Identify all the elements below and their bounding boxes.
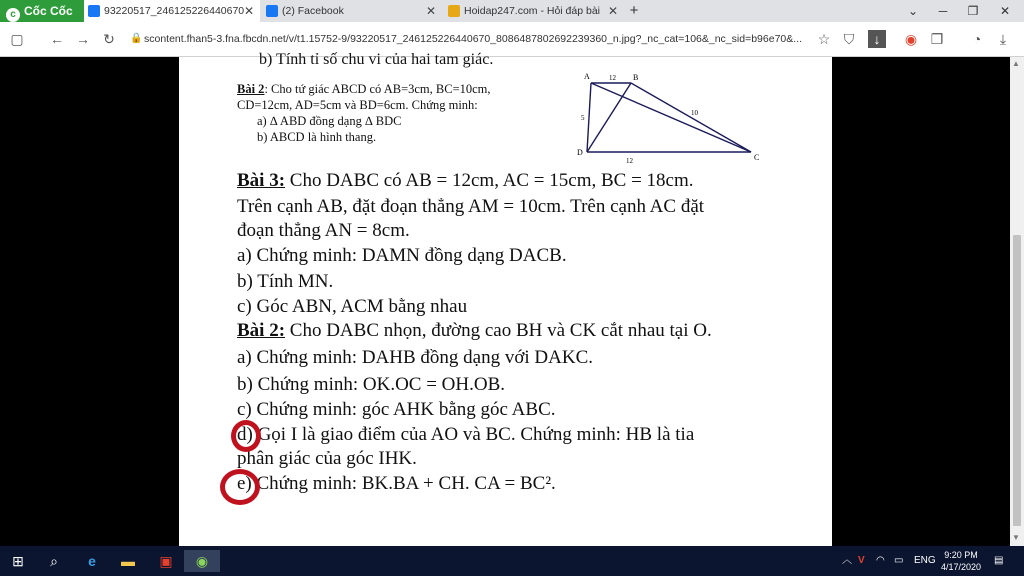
- exercise-title: Bài 3:: [237, 170, 286, 191]
- download-icon[interactable]: ↓: [868, 30, 886, 48]
- label-ab-length: 12: [609, 74, 616, 82]
- sidebar-toggle-icon[interactable]: ▢: [10, 31, 24, 47]
- close-tab-icon[interactable]: ✕: [425, 4, 436, 18]
- label-dc-length: 12: [626, 157, 633, 165]
- label-a: A: [584, 72, 590, 81]
- document-image: [179, 51, 832, 546]
- file-explorer-icon[interactable]: ▬: [121, 553, 135, 569]
- new-tab-button[interactable]: +: [629, 2, 639, 19]
- facebook-icon: [88, 5, 100, 17]
- edge-bc: [631, 83, 751, 152]
- close-window-button[interactable]: ✕: [999, 4, 1011, 18]
- exercise-3-title-line: Bài 3: Cho DABC có AB = 12cm, AC = 15cm, BC = 18cm.: [237, 170, 694, 191]
- text-line: b) Tính MN.: [237, 271, 334, 292]
- diagonal-bd: [587, 83, 631, 152]
- label-d: D: [577, 148, 583, 157]
- extension-icon[interactable]: ◉: [904, 31, 918, 47]
- small-line-2: CD=12cm, AD=5cm và BD=6cm. Chứng minh:: [237, 98, 478, 112]
- notifications-icon[interactable]: ▤: [994, 555, 1004, 566]
- browser-menu-button[interactable]: c Cốc Cốc: [0, 0, 84, 22]
- trapezoid-figure: [579, 70, 764, 165]
- forward-icon[interactable]: →: [76, 31, 90, 47]
- scroll-down-icon[interactable]: ▼: [1012, 533, 1020, 542]
- red-annotation-mark: [231, 420, 261, 452]
- diagonal-ac: [591, 83, 751, 152]
- menu-download-icon[interactable]: ⤓: [999, 31, 1007, 47]
- text-line: phân giác của góc IHK.: [237, 448, 417, 469]
- label-b: B: [633, 73, 639, 82]
- small-line-b: b) ABCD là hình thang.: [257, 130, 377, 144]
- coccoc-taskbar-icon[interactable]: ◉: [184, 550, 220, 572]
- red-annotation-mark: [220, 469, 260, 505]
- clock[interactable]: [936, 549, 986, 573]
- text-line: Trên cạnh AB, đặt đoạn thẳng AM = 10cm. Trên cạnh AC đặt: [237, 196, 705, 217]
- text-line: a) Chứng minh: DAMN đồng dạng DACB.: [237, 245, 567, 266]
- profile-icon[interactable]: ◔: [972, 31, 982, 47]
- small-title: Bài 2: [237, 82, 265, 96]
- exercise-title: Bài 2:: [237, 320, 286, 341]
- tab-search-icon[interactable]: ⌄: [907, 4, 919, 18]
- scrollbar-thumb[interactable]: [1013, 235, 1021, 526]
- tab-image[interactable]: [84, 0, 260, 22]
- text-line: đoạn thẳng AN = 8cm.: [237, 220, 410, 241]
- tab-title: (2) Facebook: [282, 5, 344, 17]
- extension-icon-2[interactable]: ❐: [930, 31, 944, 47]
- label-ad-length: 5: [581, 114, 585, 122]
- clock-date: 4/17/2020: [940, 562, 982, 572]
- wifi-icon[interactable]: ◠: [876, 555, 885, 566]
- text-line: b) Chứng minh: OK.OC = OH.OB.: [237, 374, 506, 395]
- label-c: C: [754, 153, 760, 162]
- coccoc-logo-icon: c: [6, 8, 20, 22]
- clock-time: 9:20 PM: [944, 550, 978, 560]
- text-line: e) Chứng minh: BK.BA + CH. CA = BC².: [237, 473, 556, 494]
- shield-icon[interactable]: ⛉: [843, 31, 855, 47]
- text-line: a) Chứng minh: DAHB đồng dạng với DAKC.: [237, 347, 593, 368]
- vertical-scrollbar[interactable]: [1010, 57, 1024, 546]
- edge-ad: [587, 83, 591, 152]
- tab-hoidap247[interactable]: [444, 0, 624, 22]
- minimize-button[interactable]: ─: [938, 4, 948, 18]
- text-line: c) Góc ABN, ACM bằng nhau: [237, 296, 468, 317]
- edge-icon[interactable]: e: [88, 553, 96, 569]
- label-bc-length: 10: [691, 109, 698, 117]
- tab-bar: [0, 0, 1024, 22]
- bookmark-star-icon[interactable]: ☆: [817, 31, 831, 47]
- page-viewport: [0, 51, 1024, 546]
- back-icon[interactable]: ←: [50, 31, 64, 47]
- app-icon[interactable]: ▣: [159, 553, 173, 569]
- text-line: d) Gọi I là giao điểm của AO và BC. Chứng minh: HB là tia: [237, 424, 695, 445]
- windows-start-icon[interactable]: ⊞: [12, 553, 24, 569]
- hoidap247-icon: [448, 5, 460, 17]
- maximize-button[interactable]: ❐: [967, 4, 979, 18]
- tab-facebook[interactable]: [262, 0, 442, 22]
- show-hidden-icons-icon[interactable]: ︿: [842, 555, 852, 566]
- windows-taskbar: [0, 546, 1024, 576]
- exercise-2-title-line: Bài 2: Cho DABC nhọn, đường cao BH và CK cắt nhau tại O.: [237, 320, 712, 341]
- reload-icon[interactable]: ↻: [103, 31, 115, 47]
- small-line-a: a) ∆ ABD đồng dạng ∆ BDC: [257, 114, 402, 128]
- lock-icon: 🔒: [130, 33, 143, 44]
- search-icon[interactable]: ⌕: [50, 553, 58, 569]
- close-tab-icon[interactable]: ✕: [607, 4, 618, 18]
- scroll-up-icon[interactable]: ▲: [1012, 59, 1020, 68]
- close-tab-icon[interactable]: ✕: [243, 4, 254, 18]
- cut-off-line: b) Tính tỉ số chu vi của hai tam giác.: [259, 51, 494, 68]
- facebook-icon: [266, 5, 278, 17]
- url-text: scontent.fhan5-3.fna.fbcdn.net/v/t1.15752-9/93220517_246125226440670_8086487802692239360_n.jpg?_nc_cat=106&_nc_sid=b96e70&...: [144, 33, 802, 45]
- text-line: c) Chứng minh: góc AHK bằng góc ABC.: [237, 399, 556, 420]
- address-bar[interactable]: [130, 29, 810, 49]
- antivirus-icon[interactable]: V: [858, 555, 865, 566]
- language-indicator[interactable]: ENG: [914, 555, 936, 566]
- small-exercise-line: Bài 2: Cho tứ giác ABCD có AB=3cm, BC=10cm,: [237, 82, 491, 96]
- battery-icon[interactable]: ▭: [894, 555, 904, 566]
- tab-title: 93220517_246125226440670: [104, 5, 245, 17]
- browser-toolbar: [0, 22, 1024, 57]
- tab-title: Hoidap247.com - Hỏi đáp bài: [464, 5, 600, 17]
